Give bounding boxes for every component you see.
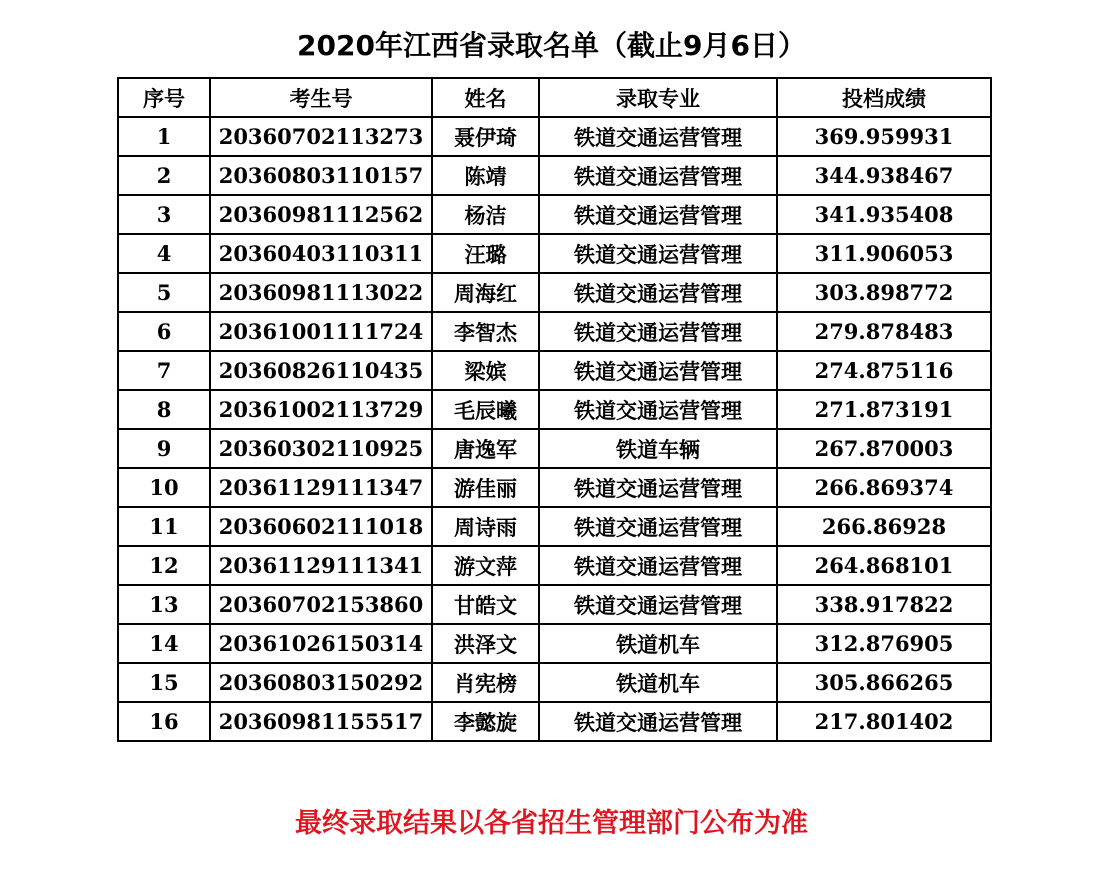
cell-major: 铁道交通运营管理 [539, 546, 777, 585]
table-row [118, 663, 991, 702]
cell-score: 279.878483 [777, 312, 991, 351]
cell-name: 游佳丽 [432, 468, 539, 507]
cell-serial-number: 2 [118, 156, 210, 195]
cell-name: 毛辰曦 [432, 390, 539, 429]
table-row [118, 117, 991, 156]
cell-serial-number: 11 [118, 507, 210, 546]
cell-major: 铁道交通运营管理 [539, 702, 777, 741]
table-row [118, 429, 991, 468]
table-row [118, 390, 991, 429]
cell-candidate-number: 20361001111724 [210, 312, 432, 351]
table-row [118, 585, 991, 624]
table-row [118, 702, 991, 741]
cell-name: 唐逸军 [432, 429, 539, 468]
cell-candidate-number: 20360981112562 [210, 195, 432, 234]
cell-major: 铁道交通运营管理 [539, 390, 777, 429]
cell-score: 266.86928 [777, 507, 991, 546]
cell-serial-number: 5 [118, 273, 210, 312]
cell-score: 303.898772 [777, 273, 991, 312]
cell-major: 铁道交通运营管理 [539, 156, 777, 195]
cell-candidate-number: 20360981155517 [210, 702, 432, 741]
cell-candidate-number: 20360403110311 [210, 234, 432, 273]
cell-serial-number: 3 [118, 195, 210, 234]
table-row [118, 234, 991, 273]
cell-score: 267.870003 [777, 429, 991, 468]
cell-score: 369.959931 [777, 117, 991, 156]
cell-candidate-number: 20361129111341 [210, 546, 432, 585]
cell-serial-number: 4 [118, 234, 210, 273]
cell-score: 312.876905 [777, 624, 991, 663]
cell-major: 铁道交通运营管理 [539, 507, 777, 546]
cell-major: 铁道交通运营管理 [539, 312, 777, 351]
cell-score: 341.935408 [777, 195, 991, 234]
cell-name: 李智杰 [432, 312, 539, 351]
cell-major: 铁道交通运营管理 [539, 585, 777, 624]
cell-candidate-number: 20360803110157 [210, 156, 432, 195]
cell-name: 洪泽文 [432, 624, 539, 663]
cell-score: 271.873191 [777, 390, 991, 429]
cell-major: 铁道交通运营管理 [539, 273, 777, 312]
cell-serial-number: 15 [118, 663, 210, 702]
cell-score: 311.906053 [777, 234, 991, 273]
cell-name: 周诗雨 [432, 507, 539, 546]
cell-serial-number: 13 [118, 585, 210, 624]
cell-serial-number: 9 [118, 429, 210, 468]
cell-serial-number: 14 [118, 624, 210, 663]
table-row [118, 351, 991, 390]
cell-serial-number: 10 [118, 468, 210, 507]
header-candidate-number: 考生号 [210, 78, 432, 117]
table-row [118, 156, 991, 195]
table-row [118, 273, 991, 312]
header-major: 录取专业 [539, 78, 777, 117]
cell-score: 274.875116 [777, 351, 991, 390]
cell-major: 铁道交通运营管理 [539, 117, 777, 156]
cell-serial-number: 16 [118, 702, 210, 741]
cell-candidate-number: 20361002113729 [210, 390, 432, 429]
cell-major: 铁道交通运营管理 [539, 351, 777, 390]
cell-major: 铁道机车 [539, 624, 777, 663]
cell-candidate-number: 20360826110435 [210, 351, 432, 390]
cell-name: 梁嫔 [432, 351, 539, 390]
cell-candidate-number: 20360302110925 [210, 429, 432, 468]
cell-score: 266.869374 [777, 468, 991, 507]
cell-major: 铁道车辆 [539, 429, 777, 468]
cell-score: 338.917822 [777, 585, 991, 624]
cell-serial-number: 7 [118, 351, 210, 390]
cell-serial-number: 6 [118, 312, 210, 351]
table-body [118, 117, 991, 741]
cell-serial-number: 1 [118, 117, 210, 156]
cell-score: 217.801402 [777, 702, 991, 741]
table-row [118, 507, 991, 546]
header-name: 姓名 [432, 78, 539, 117]
cell-name: 游文萍 [432, 546, 539, 585]
table-header [118, 78, 991, 117]
cell-name: 李懿旋 [432, 702, 539, 741]
cell-candidate-number: 20360602111018 [210, 507, 432, 546]
cell-name: 肖宪榜 [432, 663, 539, 702]
cell-major: 铁道机车 [539, 663, 777, 702]
cell-candidate-number: 20360981113022 [210, 273, 432, 312]
cell-score: 344.938467 [777, 156, 991, 195]
cell-score: 305.866265 [777, 663, 991, 702]
cell-name: 汪璐 [432, 234, 539, 273]
table-row [118, 312, 991, 351]
table-row [118, 195, 991, 234]
header-row [118, 78, 991, 117]
cell-candidate-number: 20360702113273 [210, 117, 432, 156]
cell-serial-number: 8 [118, 390, 210, 429]
cell-score: 264.868101 [777, 546, 991, 585]
cell-candidate-number: 20361129111347 [210, 468, 432, 507]
admission-table [117, 77, 992, 742]
cell-name: 陈靖 [432, 156, 539, 195]
cell-major: 铁道交通运营管理 [539, 195, 777, 234]
cell-name: 周海红 [432, 273, 539, 312]
header-serial-number: 序号 [118, 78, 210, 117]
cell-candidate-number: 20360702153860 [210, 585, 432, 624]
cell-name: 甘皓文 [432, 585, 539, 624]
cell-candidate-number: 20361026150314 [210, 624, 432, 663]
cell-name: 杨洁 [432, 195, 539, 234]
cell-serial-number: 12 [118, 546, 210, 585]
page-title: 2020年江西省录取名单（截止9月6日） [297, 29, 806, 62]
header-score: 投档成绩 [777, 78, 991, 117]
table-row [118, 624, 991, 663]
footer-notice: 最终录取结果以各省招生管理部门公布为准 [295, 808, 808, 839]
cell-major: 铁道交通运营管理 [539, 234, 777, 273]
table-row [118, 546, 991, 585]
cell-candidate-number: 20360803150292 [210, 663, 432, 702]
cell-name: 聂伊琦 [432, 117, 539, 156]
cell-major: 铁道交通运营管理 [539, 468, 777, 507]
table-row [118, 468, 991, 507]
